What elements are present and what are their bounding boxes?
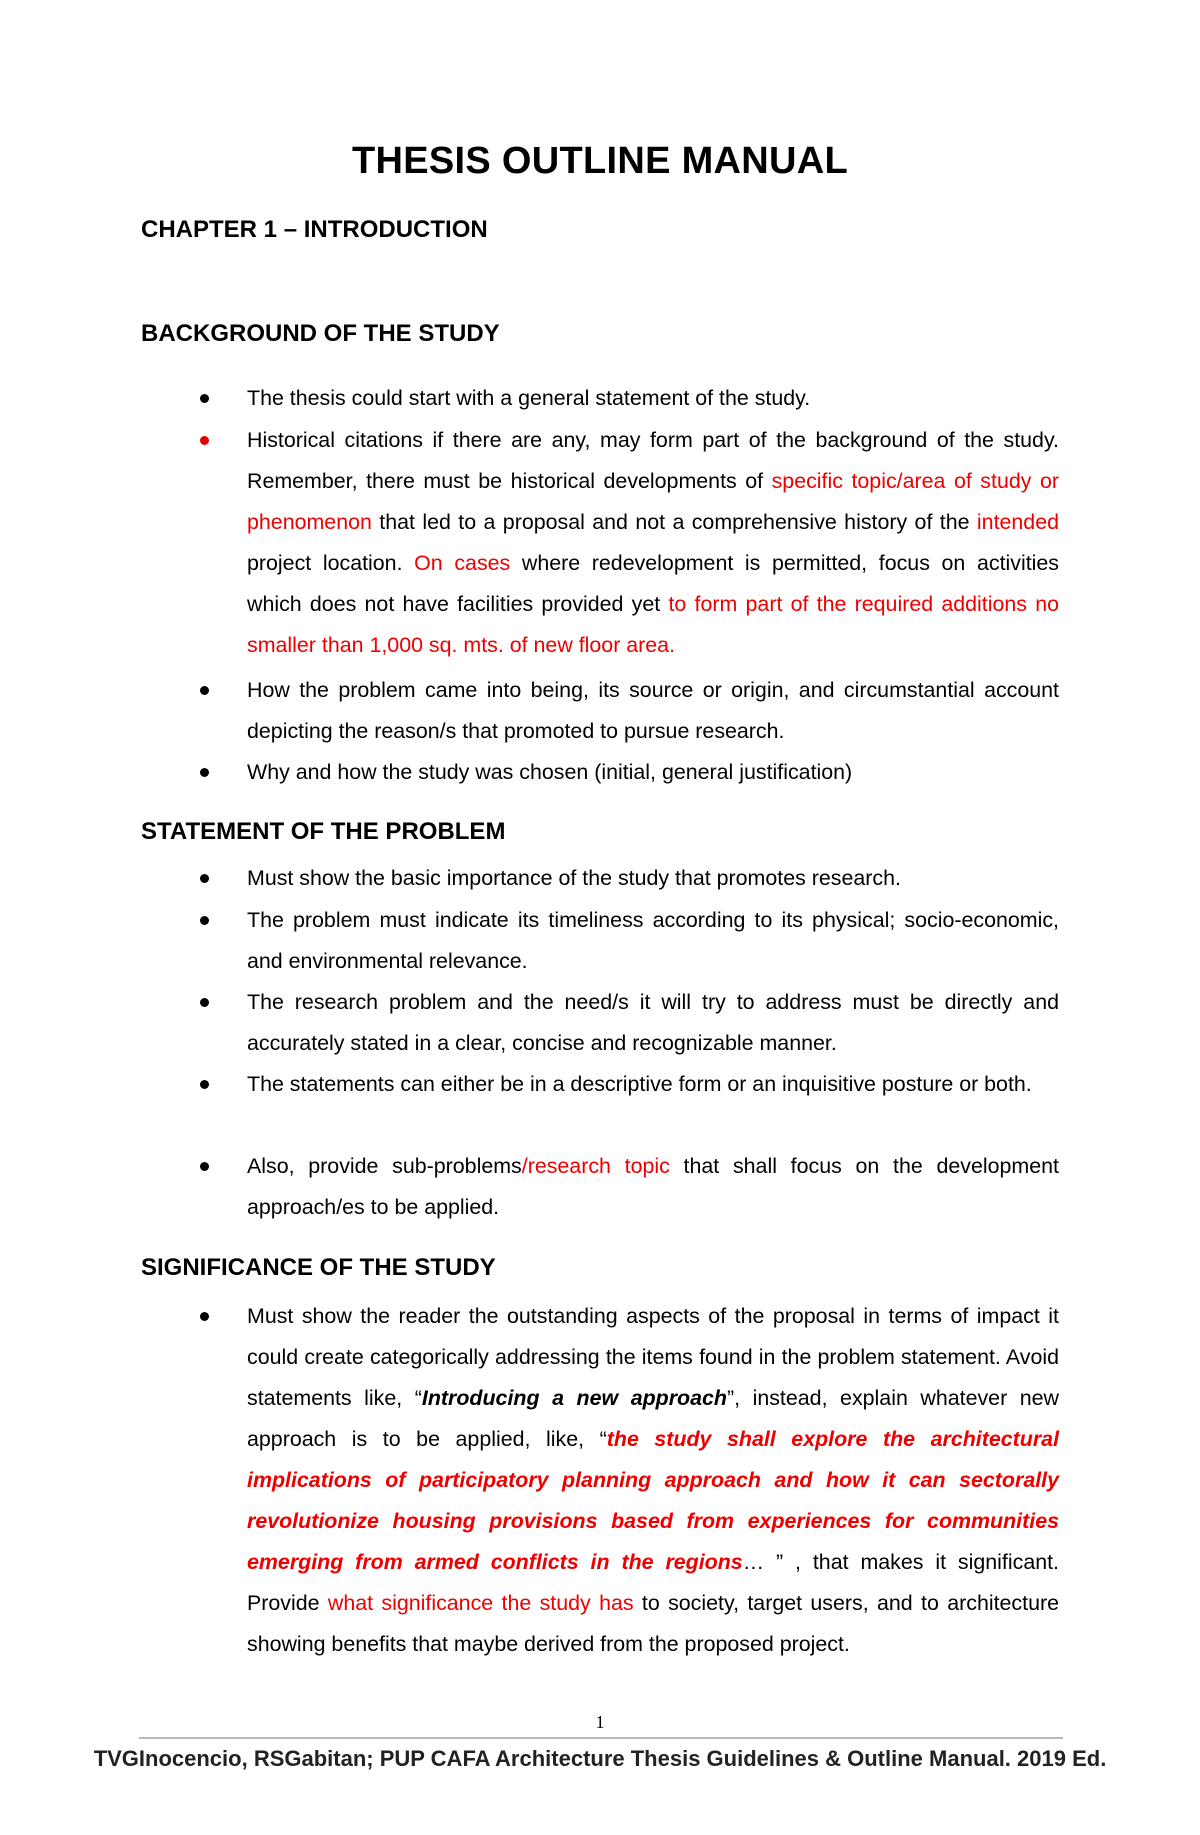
problem-bullet-2: The problem must indicate its timeliness according to its physical; socio-economic, and environmental relevance.	[247, 908, 1059, 973]
highlight-text: specific topic/area of study or phenomenon	[247, 469, 1059, 534]
bullet-dot	[200, 998, 209, 1007]
bullet-dot	[200, 874, 209, 883]
footer-divider	[139, 1737, 1063, 1739]
text-run: Must show the reader the outstanding aspects of the proposal in terms of impact it could create categorically addressing the items found in the problem statement. Avoid statements like, “	[247, 1304, 1059, 1410]
bullet-dot	[200, 1312, 209, 1321]
chapter-heading: CHAPTER 1 – INTRODUCTION	[141, 216, 488, 243]
bullet-dot-red	[200, 436, 209, 445]
document-title: THESIS OUTLINE MANUAL	[351, 140, 849, 182]
highlight-text: to form part of the required additions no smaller than 1,000 sq. mts. of new floor area.	[247, 592, 1059, 657]
emphasis-text: Introducing a new approach	[421, 1386, 727, 1410]
text-run: where redevelopment is permitted, focus on activities which does not have facilities provided yet	[247, 551, 1059, 616]
highlight-text: intended	[976, 510, 1059, 534]
text-run: that led to a proposal and not a comprehensive history of the	[371, 510, 977, 534]
problem-bullet-5	[247, 1146, 1059, 1228]
text-run: to society, target users, and to architecture showing benefits that maybe derived from the proposed project.	[247, 1591, 1059, 1656]
example-quote: the study shall explore the architectural implications of participatory planning approach and how it can sectorally revolutionize housing provisions based from experiences for communities emerging from armed conflicts in the regions	[247, 1427, 1060, 1574]
problem-bullet-4: The statements can either be in a descriptive form or an inquisitive posture or both.	[247, 1072, 1032, 1096]
background-bullet-1: The thesis could start with a general statement of the study.	[247, 386, 811, 410]
bullet-dot	[200, 1162, 209, 1171]
text-run: … ” , that makes it significant. Provide	[247, 1550, 1059, 1615]
text-run: that shall focus on the development approach/es to be applied.	[247, 1154, 1059, 1219]
text-run: ”, instead, explain whatever new approach is to be applied, like, “	[247, 1386, 1059, 1451]
bullet-dot	[200, 686, 209, 695]
page-number: 1	[595, 1712, 605, 1732]
text-run: project location.	[247, 551, 415, 575]
background-heading: BACKGROUND OF THE STUDY	[141, 320, 500, 347]
background-bullet-3: How the problem came into being, its source or origin, and circumstantial account depicting the reason/s that promoted to pursue research.	[247, 678, 1059, 743]
bullet-dot	[200, 394, 209, 403]
footer-citation: TVGInocencio, RSGabitan; PUP CAFA Architecture Thesis Guidelines & Outline Manual. 2019 Ed.	[93, 1746, 1107, 1771]
significance-bullet-1	[247, 1296, 1059, 1665]
significance-heading: SIGNIFICANCE OF THE STUDY	[141, 1254, 496, 1281]
highlight-text: On cases	[414, 551, 511, 575]
problem-heading: STATEMENT OF THE PROBLEM	[141, 818, 506, 845]
bullet-dot	[200, 916, 209, 925]
bullet-dot	[200, 1080, 209, 1089]
text-run: Also, provide sub-problems	[247, 1154, 522, 1178]
bullet-dot	[200, 768, 209, 777]
problem-bullet-1: Must show the basic importance of the study that promotes research.	[247, 866, 901, 890]
highlight-text: /research topic	[521, 1154, 670, 1178]
background-bullet-4: Why and how the study was chosen (initial, general justification)	[247, 760, 853, 784]
problem-bullet-3: The research problem and the need/s it will try to address must be directly and accurately stated in a clear, concise and recognizable manner.	[247, 990, 1059, 1055]
text-run: Historical citations if there are any, may form part of the background of the study. Remember, there must be historical developments of	[247, 428, 1059, 493]
background-bullet-2	[247, 420, 1059, 666]
highlight-text: what significance the study has	[327, 1591, 634, 1615]
